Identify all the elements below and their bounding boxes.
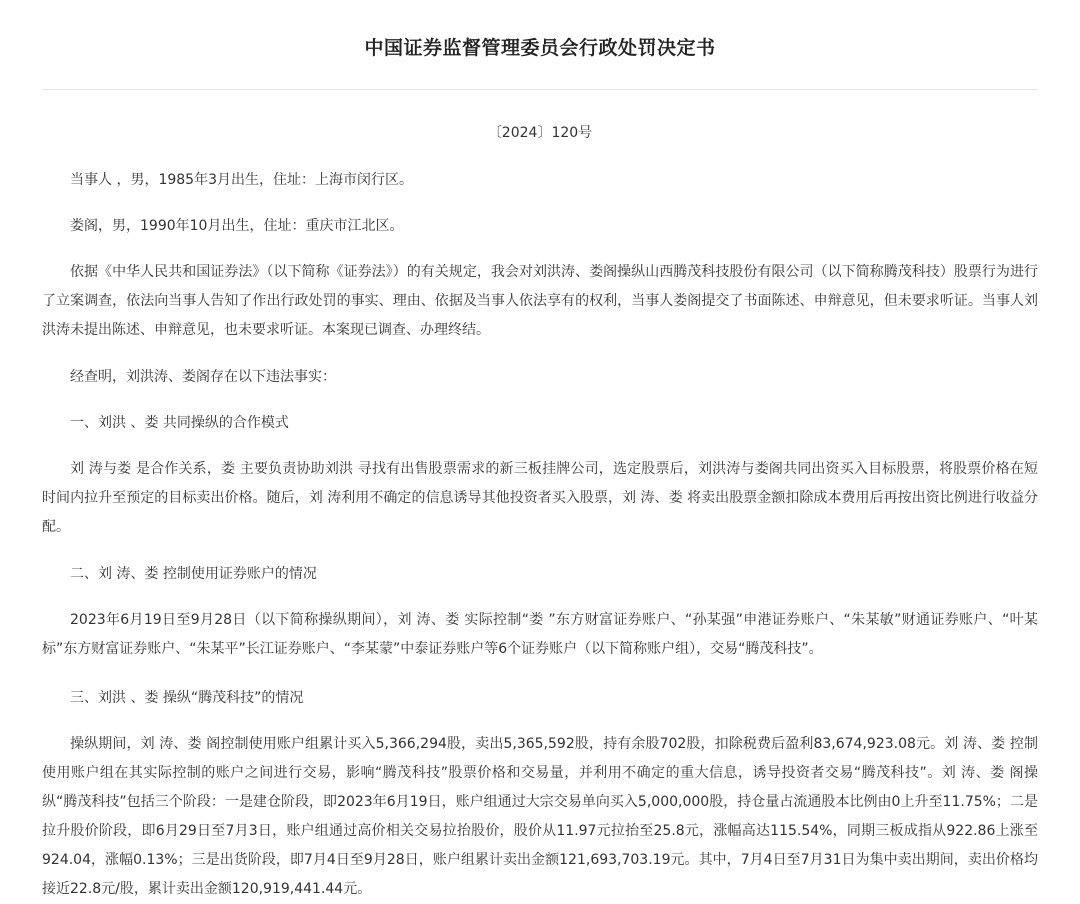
section-2-heading: 二、刘 涛、娄 控制使用证券账户的情况 <box>70 566 317 582</box>
legal-basis-paragraph: 依据《中华人民共和国证券法》（以下简称《证券法》）的有关规定，我会对刘洪涛、娄阁操纵山西腾茂科技股份有限公司（以下简称腾茂科技）股票行为进行了立案调查，依法向当事人告知了作出行政处罚的事实、理由、依据及当事人依法享有的权利，当事人娄阁提交了书面陈述、申辩意见，但未要求听证。当事人刘洪涛未提出陈述、申辩意见，也未要求听证。本案现已调查、办理终结。 <box>42 264 1038 338</box>
findings-intro-paragraph: 经查明，刘洪涛、娄阁存在以下违法事实： <box>70 369 336 385</box>
section-3-body: 操纵期间，刘 涛、娄 阁控制使用账户组累计买入5,366,294股，卖出5,365,592股，持有余股702股，扣除税费后盈利83,674,923.08元。刘 涛、娄 控制使用账户组在其实际控制的账户之间进行交易，影响“腾茂科技”股票价格和交易量，并利用不确定的重大信息，诱导投资者交易“腾茂科技”。刘 涛、娄 阁操纵“腾茂科技”包括三个阶段：一是建仓阶段，即2023年6月19日，账户组通过大宗交易单向买入5,000,000股，持仓量占流通股本比例由0上升至11.75%；二是拉升股价阶段，即6月29日至7月3日，账户组通过高价相关交易拉抬股价，股价从11.97元拉抬至25.8元，涨幅高达115.54%，同期三板成指从922.86上涨至924.04，涨幅0.13%；三是出货阶段，即7月4日至9月28日，账户组累计卖出金额121,693,703.19元。其中，7月4日至7月31日为集中卖出期间，卖出价格均接近22.8元/股，累计卖出金额120,919,441.44元。 <box>42 736 1038 897</box>
document-title: 中国证券监督管理委员会行政处罚决定书 <box>364 37 716 59</box>
title-divider <box>42 89 1038 90</box>
party-1-paragraph: 当事人 ，男，1985年3月出生，住址：上海市闵行区。 <box>70 172 413 188</box>
section-3-heading: 三、刘洪 、娄 操纵“腾茂科技”的情况 <box>70 690 304 706</box>
section-1-body: 刘 涛与娄 是合作关系，娄 主要负责协助刘洪 寻找有出售股票需求的新三板挂牌公司，选定股票后，刘洪涛与娄阁共同出资买入目标股票，将股票价格在短时间内拉升至预定的目标卖出价格。随后，刘 涛利用不确定的信息诱导其他投资者买入股票，刘 涛、娄 将卖出股票金额扣除成本费用后再按出资比例进行收益分配。 <box>42 461 1038 535</box>
section-1-heading: 一、刘洪 、娄 共同操纵的合作模式 <box>70 415 289 431</box>
party-2-paragraph: 娄阁，男，1990年10月出生，住址：重庆市江北区。 <box>70 218 404 234</box>
section-2-body: 2023年6月19日至9月28日（以下简称操纵期间），刘 涛、娄 实际控制“娄 ”东方财富证券账户、“孙某强”申港证券账户、“朱某敏”财通证券账户、“叶某标”东方财富证券账户、“朱某平”长江证券账户、“李某蒙”中泰证券账户等6个证券账户（以下简称账户组），交易“腾茂科技”。 <box>42 612 1038 657</box>
document-number: 〔2024〕120号 <box>487 125 593 141</box>
